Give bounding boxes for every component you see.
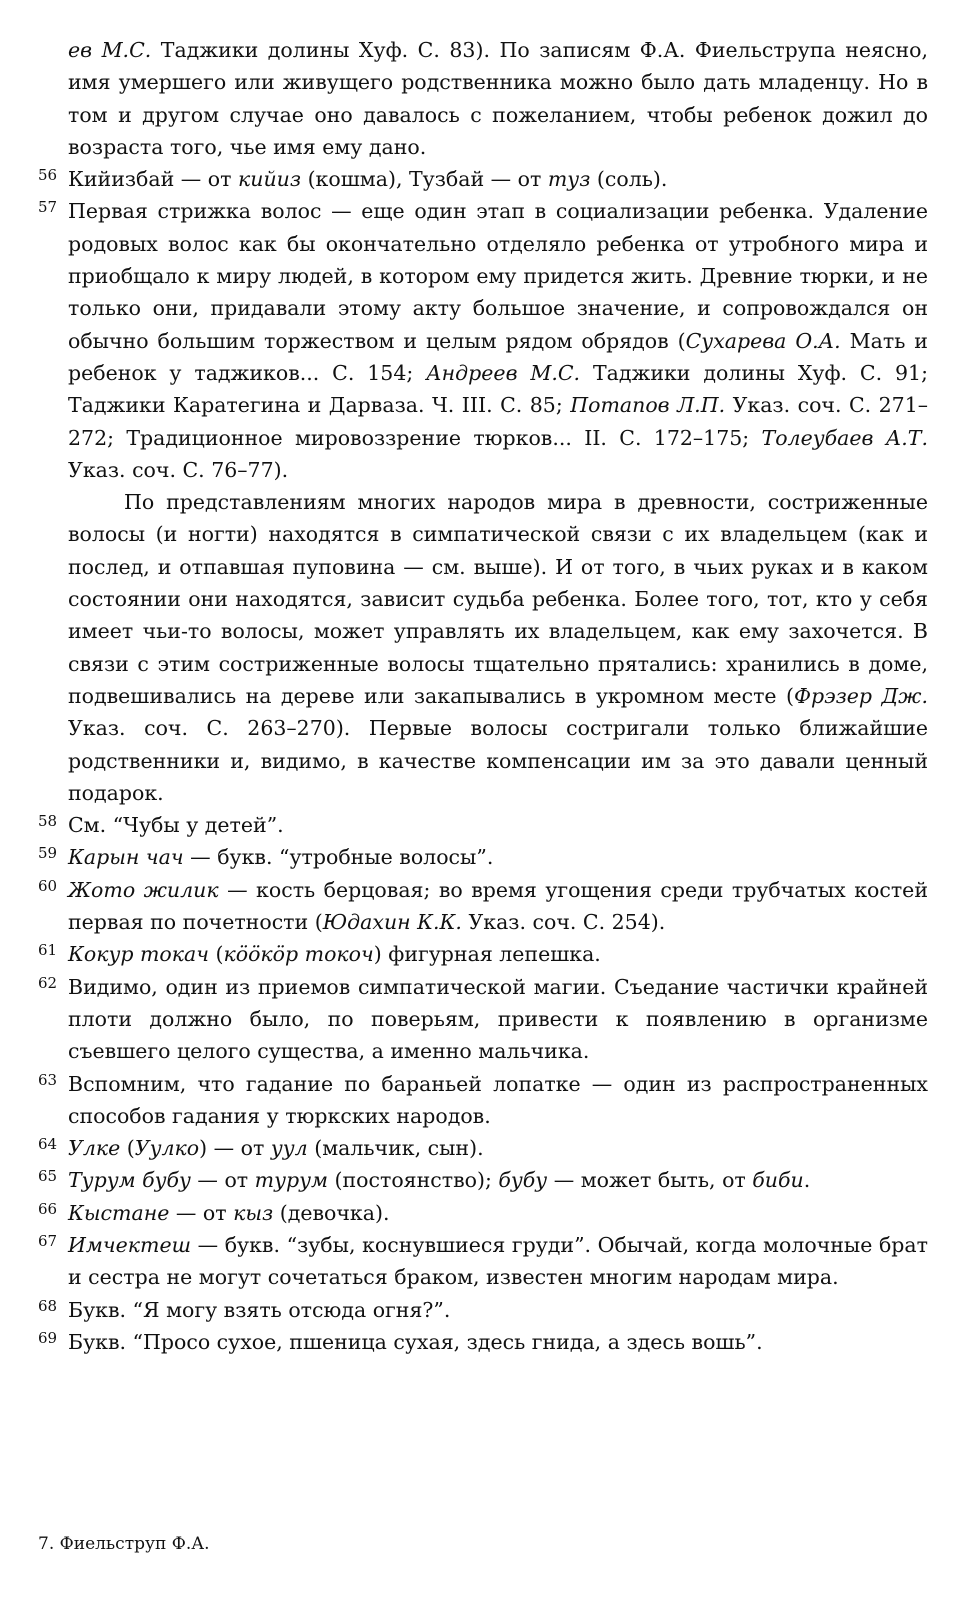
note-text: Вспомним, что гадание по бараньей лопатке — один из распространенных способов гадания у тюркских народов. [68, 1071, 928, 1128]
term: бубу [498, 1168, 548, 1193]
author-name: Сухарева О.А. [685, 328, 841, 353]
note-text: Мать и ребенок у таджиков... С. 154; [68, 328, 928, 385]
note-text: Видимо, один из приемов симпатической магии. Съедание частички крайней плоти должно было, по поверьям, привести к появлению в организме съевшего целого существа, а именно мальчика. [68, 974, 928, 1064]
note-67 [38, 1229, 928, 1294]
note-number: 64 [38, 1135, 58, 1154]
note-68 [38, 1294, 928, 1326]
note-number: 57 [38, 198, 58, 217]
note-57 [38, 195, 928, 486]
author-name: ев М.С. [68, 38, 152, 62]
note-56 [38, 163, 928, 195]
note-text: — от [169, 1200, 234, 1225]
note-text: Букв. “Просо сухое, пшеница сухая, здесь гнида, а здесь вошь”. [68, 1329, 763, 1354]
note-text: — букв. “зубы, коснувшиеся груди”. Обычай, когда молочные брат и сестра не могут сочетаться браком, известен многим народам мира. [68, 1232, 928, 1290]
term: кыз [233, 1200, 274, 1225]
note-text: — кость берцовая; во время угощения среди трубчатых костей первая по почетности ( [68, 877, 928, 935]
note-text: Указ. соч. С. 254). [461, 910, 666, 935]
note-text: (кошма), Тузбай — от [301, 167, 548, 192]
note-57-paragraph-2 [38, 486, 928, 809]
note-65 [38, 1164, 928, 1196]
note-text: ( [120, 1136, 135, 1161]
note-text: Букв. “Я могу взять отсюда огня?”. [68, 1297, 451, 1322]
term: кийиз [238, 167, 302, 192]
note-text: См. “Чубы у детей”. [68, 813, 284, 838]
note-text: Указ. соч. С. 263–270). Первые волосы состригали только ближайшие родственники и, видимо, в качестве компенсации им за это давали ценный подарок. [68, 716, 928, 805]
term: Улке [68, 1136, 121, 1161]
page-footer: 7. Фиельструп Ф.А. [38, 1534, 210, 1554]
note-61 [38, 938, 928, 970]
note-text: ) — от [199, 1136, 271, 1161]
note-66 [38, 1197, 928, 1229]
note-text: — букв. “утробные волосы”. [183, 845, 494, 870]
note-text: (соль). [590, 167, 668, 192]
term: Кыстане [68, 1200, 170, 1225]
term: Кокур токач [68, 942, 209, 967]
note-text: (мальчик, сын). [307, 1136, 484, 1161]
note-text: . [803, 1168, 811, 1193]
term: Имчектеш [68, 1232, 191, 1257]
note-text: Указ. соч. С. 271–272; Традиционное мировоззрение тюрков... II. С. 172–175; [68, 393, 929, 450]
note-number: 66 [38, 1199, 58, 1218]
note-text: — может быть, от [547, 1168, 753, 1193]
term: Турум бубу [68, 1168, 191, 1193]
note-number: 65 [38, 1167, 58, 1186]
footnotes-block [38, 34, 928, 1358]
author-name: Потапов Л.П. [570, 393, 726, 418]
note-text: ( [208, 942, 224, 967]
note-number: 68 [38, 1296, 58, 1315]
term: Уулко [134, 1136, 200, 1161]
note-number: 59 [38, 844, 58, 863]
note-63 [38, 1068, 928, 1133]
author-name: Фрэзер Дж. [794, 683, 928, 708]
note-text: Таджики долины Хуф. С. 91; Таджики Каратегина и Дарваза. Ч. III. С. 85; [68, 360, 928, 418]
note-60 [38, 874, 928, 939]
term: уул [270, 1136, 308, 1161]
note-69 [38, 1326, 928, 1358]
note-64 [38, 1132, 928, 1164]
term: туз [547, 167, 591, 192]
author-name: Юдахин К.К. [322, 910, 462, 935]
note-number: 69 [38, 1328, 58, 1347]
note-text: По представлениям многих народов мира в древности, состриженные волосы (и ногти) находятся в симпатической связи с их владельцем (как и послед, и отпавшая пуповина — см. выше). И от того, в чьих руках и в каком состоянии они находятся, зависит судьба ребенка. Более того, тот, кто у себя имеет чьи-то волосы, может управлять их владельцем, как ему захочется. В связи с этим состриженные волосы тщательно прятались: хранились в доме, подвешивались на дереве или закапывались в укромном месте ( [68, 490, 928, 708]
note-62 [38, 971, 928, 1068]
note-text: (постоянство); [327, 1168, 499, 1193]
note-text: ) фигурная лепешка. [373, 942, 601, 967]
note-number: 61 [38, 941, 58, 960]
note-number: 67 [38, 1231, 58, 1250]
term: турум [254, 1168, 328, 1193]
note-number: 58 [38, 812, 58, 831]
note-text: Первая стрижка волос — еще один этап в социализации ребенка. Удаление родовых волос как бы окончательно отделяло ребенка от утробного мира и приобщало к миру людей, в котором ему придется жить. Древние тюрки, и не только они, придавали этому акту большое значение, и сопровождался он обычно большим торжеством и целым рядом обрядов ( [68, 199, 928, 353]
note-text: Указ. соч. С. 76–77). [68, 457, 289, 482]
note-text: Кийизбай — от [68, 167, 238, 192]
term: Жото жилик [68, 877, 219, 902]
note-text: — от [190, 1168, 255, 1193]
term: биби [752, 1168, 804, 1193]
term: кööкöр токоч [223, 942, 374, 967]
note-continuation [38, 34, 928, 163]
note-number: 56 [38, 166, 58, 185]
note-text: (девочка). [273, 1200, 390, 1225]
author-name: Толеубаев А.Т. [761, 425, 928, 450]
note-text: Таджики долины Хуф. С. 83). По записям Ф.А. Фиельструпа неясно, имя умершего или живущего родственника можно было дать младенцу. Но в том и другом случае оно давалось с пожеланием, чтобы ребенок дожил до возраста того, чье имя ему дано. [68, 38, 928, 159]
note-number: 60 [38, 876, 58, 895]
note-number: 62 [38, 973, 58, 992]
note-58 [38, 809, 928, 841]
note-number: 63 [38, 1070, 58, 1089]
term: Карын чач [68, 845, 184, 870]
author-name: Андреев М.С. [426, 360, 581, 385]
note-59 [38, 841, 928, 873]
